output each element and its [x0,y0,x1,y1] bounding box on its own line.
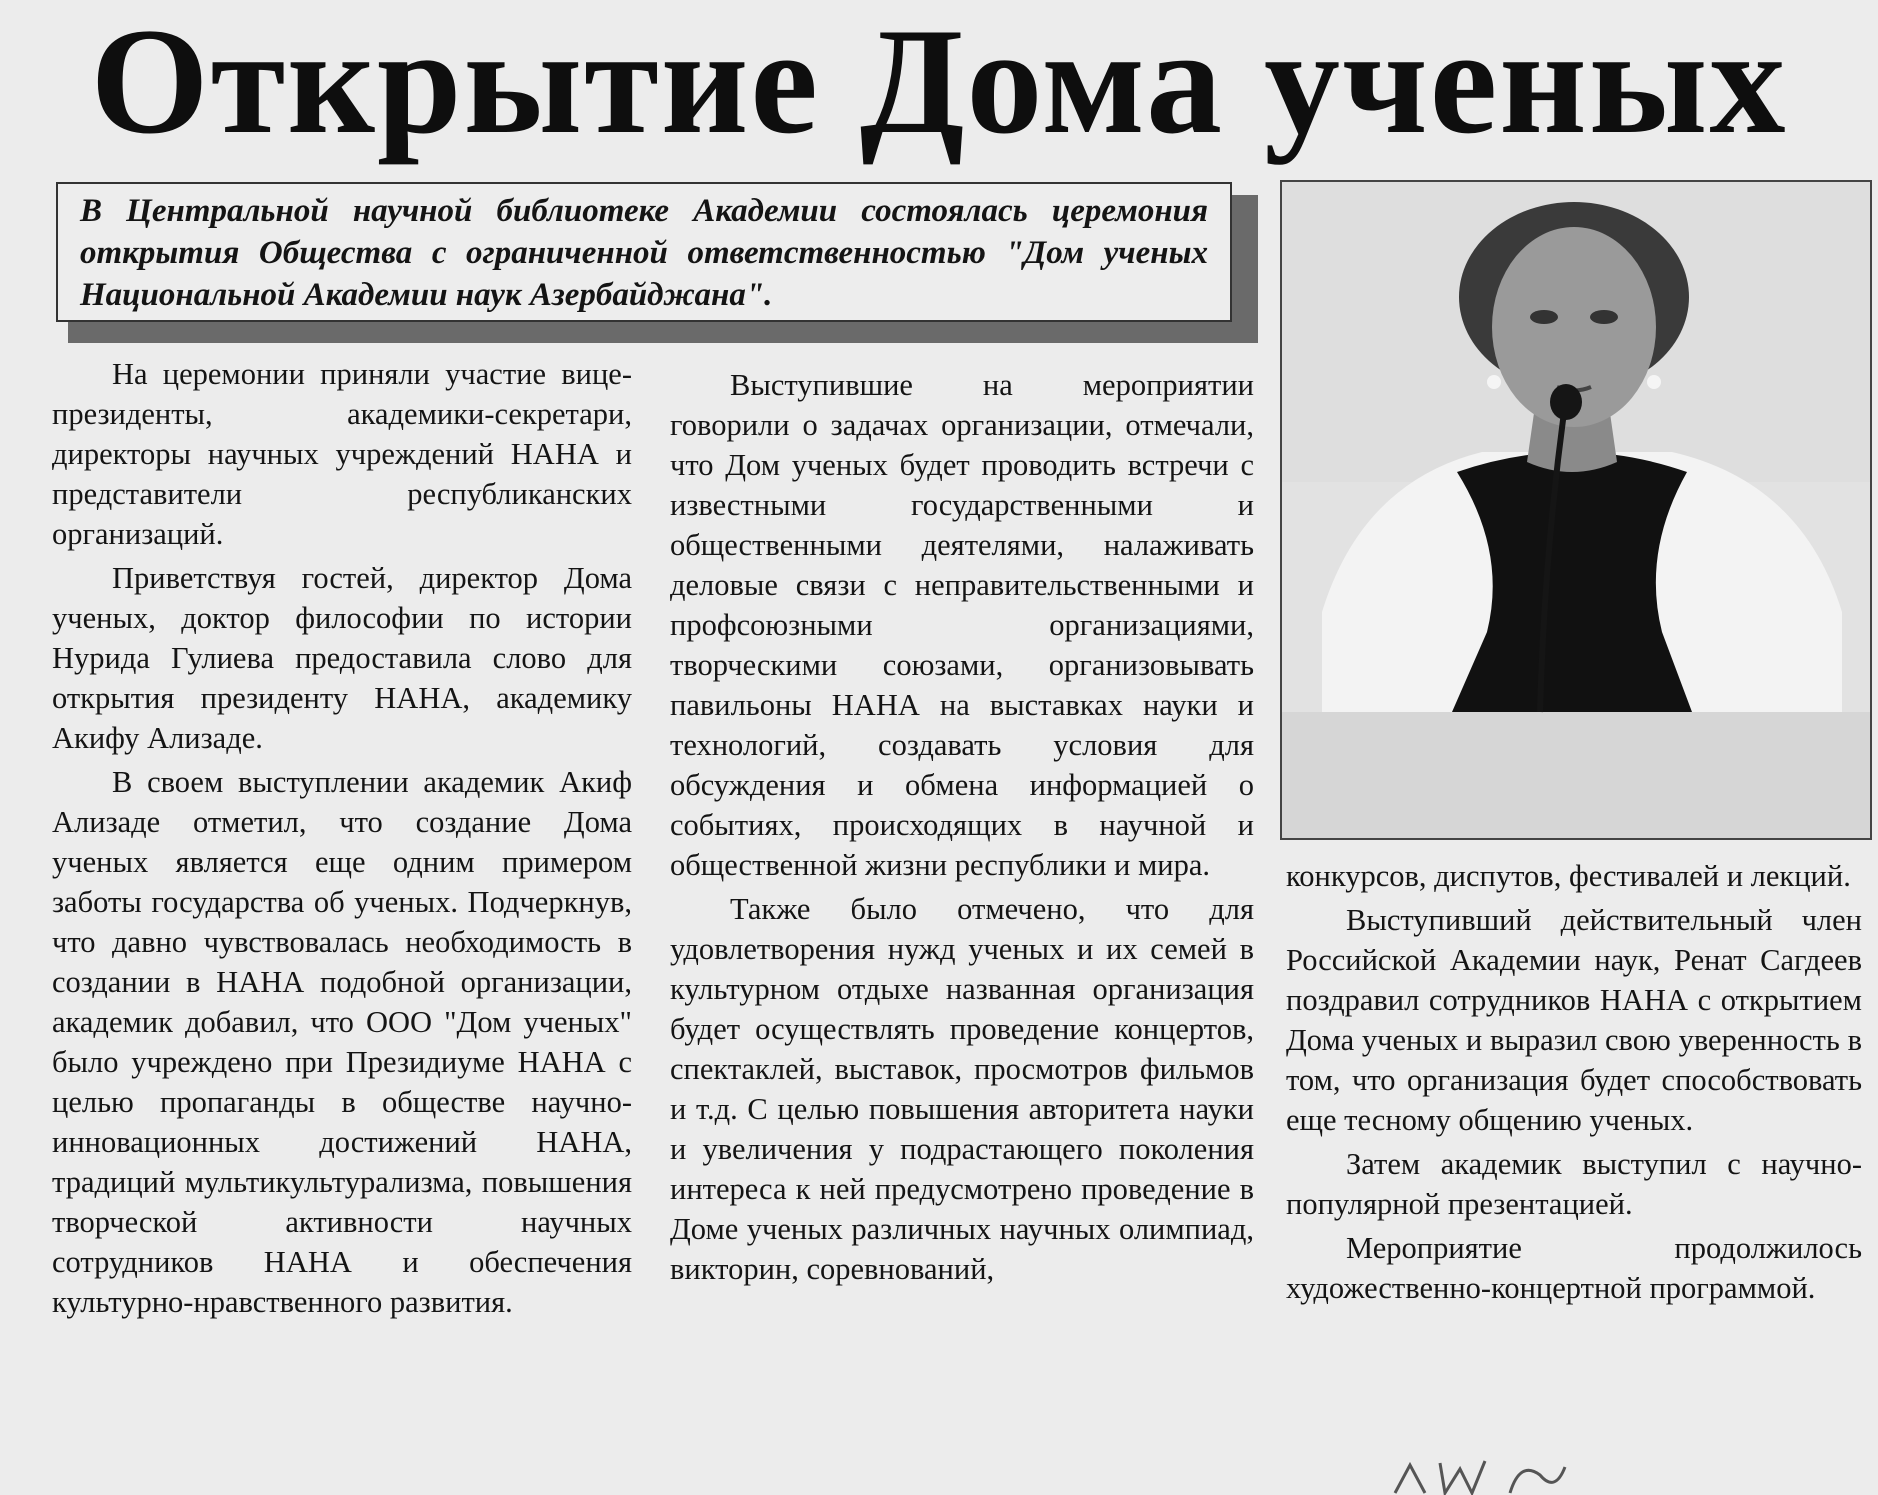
paragraph: Затем академик выступил с научно-популярной презентацией. [1286,1147,1862,1221]
column-1 [52,354,632,1326]
paragraph: На церемонии приняли участие вице-президенты, академики-секретари, директоры научных учреждений НАНА и представители республиканских организаций. [52,357,632,551]
paragraph: Выступивший действительный член Российской Академии наук, Ренат Сагдеев поздравил сотрудников НАНА с открытием Дома ученых и выразил свою уверенность в том, что организация будет способствовать еще тесному общению ученых. [1286,903,1862,1137]
headline: Открытие Дома ученых [90,0,1788,165]
column-2 [670,365,1254,1293]
handwritten-scribble [1390,1455,1670,1495]
paragraph: Также было отмечено, что для удовлетворения нужд ученых и их семей в культурном отдыхе названная организация будет осуществлять проведение концертов, спектаклей, выставок, просмотров фильмов и т.д. С целью повышения авторитета науки и увеличения у подрастающего поколения интереса к ней предусмотрено проведение в Доме ученых различных научных олимпиад, викторин, соревнований, [670,892,1254,1286]
speaker-photo-image [1282,182,1870,838]
paragraph: Выступившие на мероприятии говорили о задачах организации, отмечали, что Дом ученых будет проводить встречи с известными государственными и общественными деятелями, налаживать деловые связи с неправительственными и профсоюзными организациями, творческими союзами, организовывать павильоны НАНА на выставках науки и технологий, создавать условия для обсуждения и обмена информацией о событиях, происходящих в научной и общественной жизни республики и мира. [670,368,1254,882]
lead-box [56,182,1232,322]
column-3 [1286,856,1862,1312]
speaker-photo [1280,180,1872,840]
paragraph: В своем выступлении академик Акиф Ализаде отметил, что создание Дома ученых является еще одним примером заботы государства об ученых. Подчеркнув, что давно чувствовалась необходимость в создании в НАНА подобной организации, академик добавил, что ООО "Дом ученых" было учреждено при Президиуме НАНА с целью пропаганды в обществе научно-инновационных достижений НАНА, традиций мультикультурализма, повышения творческой активности научных сотрудников НАНА и обеспечения культурно-нравственного развития. [52,765,632,1319]
paragraph: Приветствуя гостей, директор Дома ученых, доктор философии по истории Нурида Гулиева предоставила слово для открытия президенту НАНА, академику Акифу Ализаде. [52,561,632,755]
paragraph: Мероприятие продолжилось художественно-концертной программой. [1286,1231,1862,1305]
paragraph: конкурсов, диспутов, фестивалей и лекций. [1286,859,1851,893]
lead-text: В Центральной научной библиотеке Академии состоялась церемония открытия Общества с ограниченной ответственностью "Дом ученых Национальной Академии наук Азербайджана". [80,193,1208,313]
